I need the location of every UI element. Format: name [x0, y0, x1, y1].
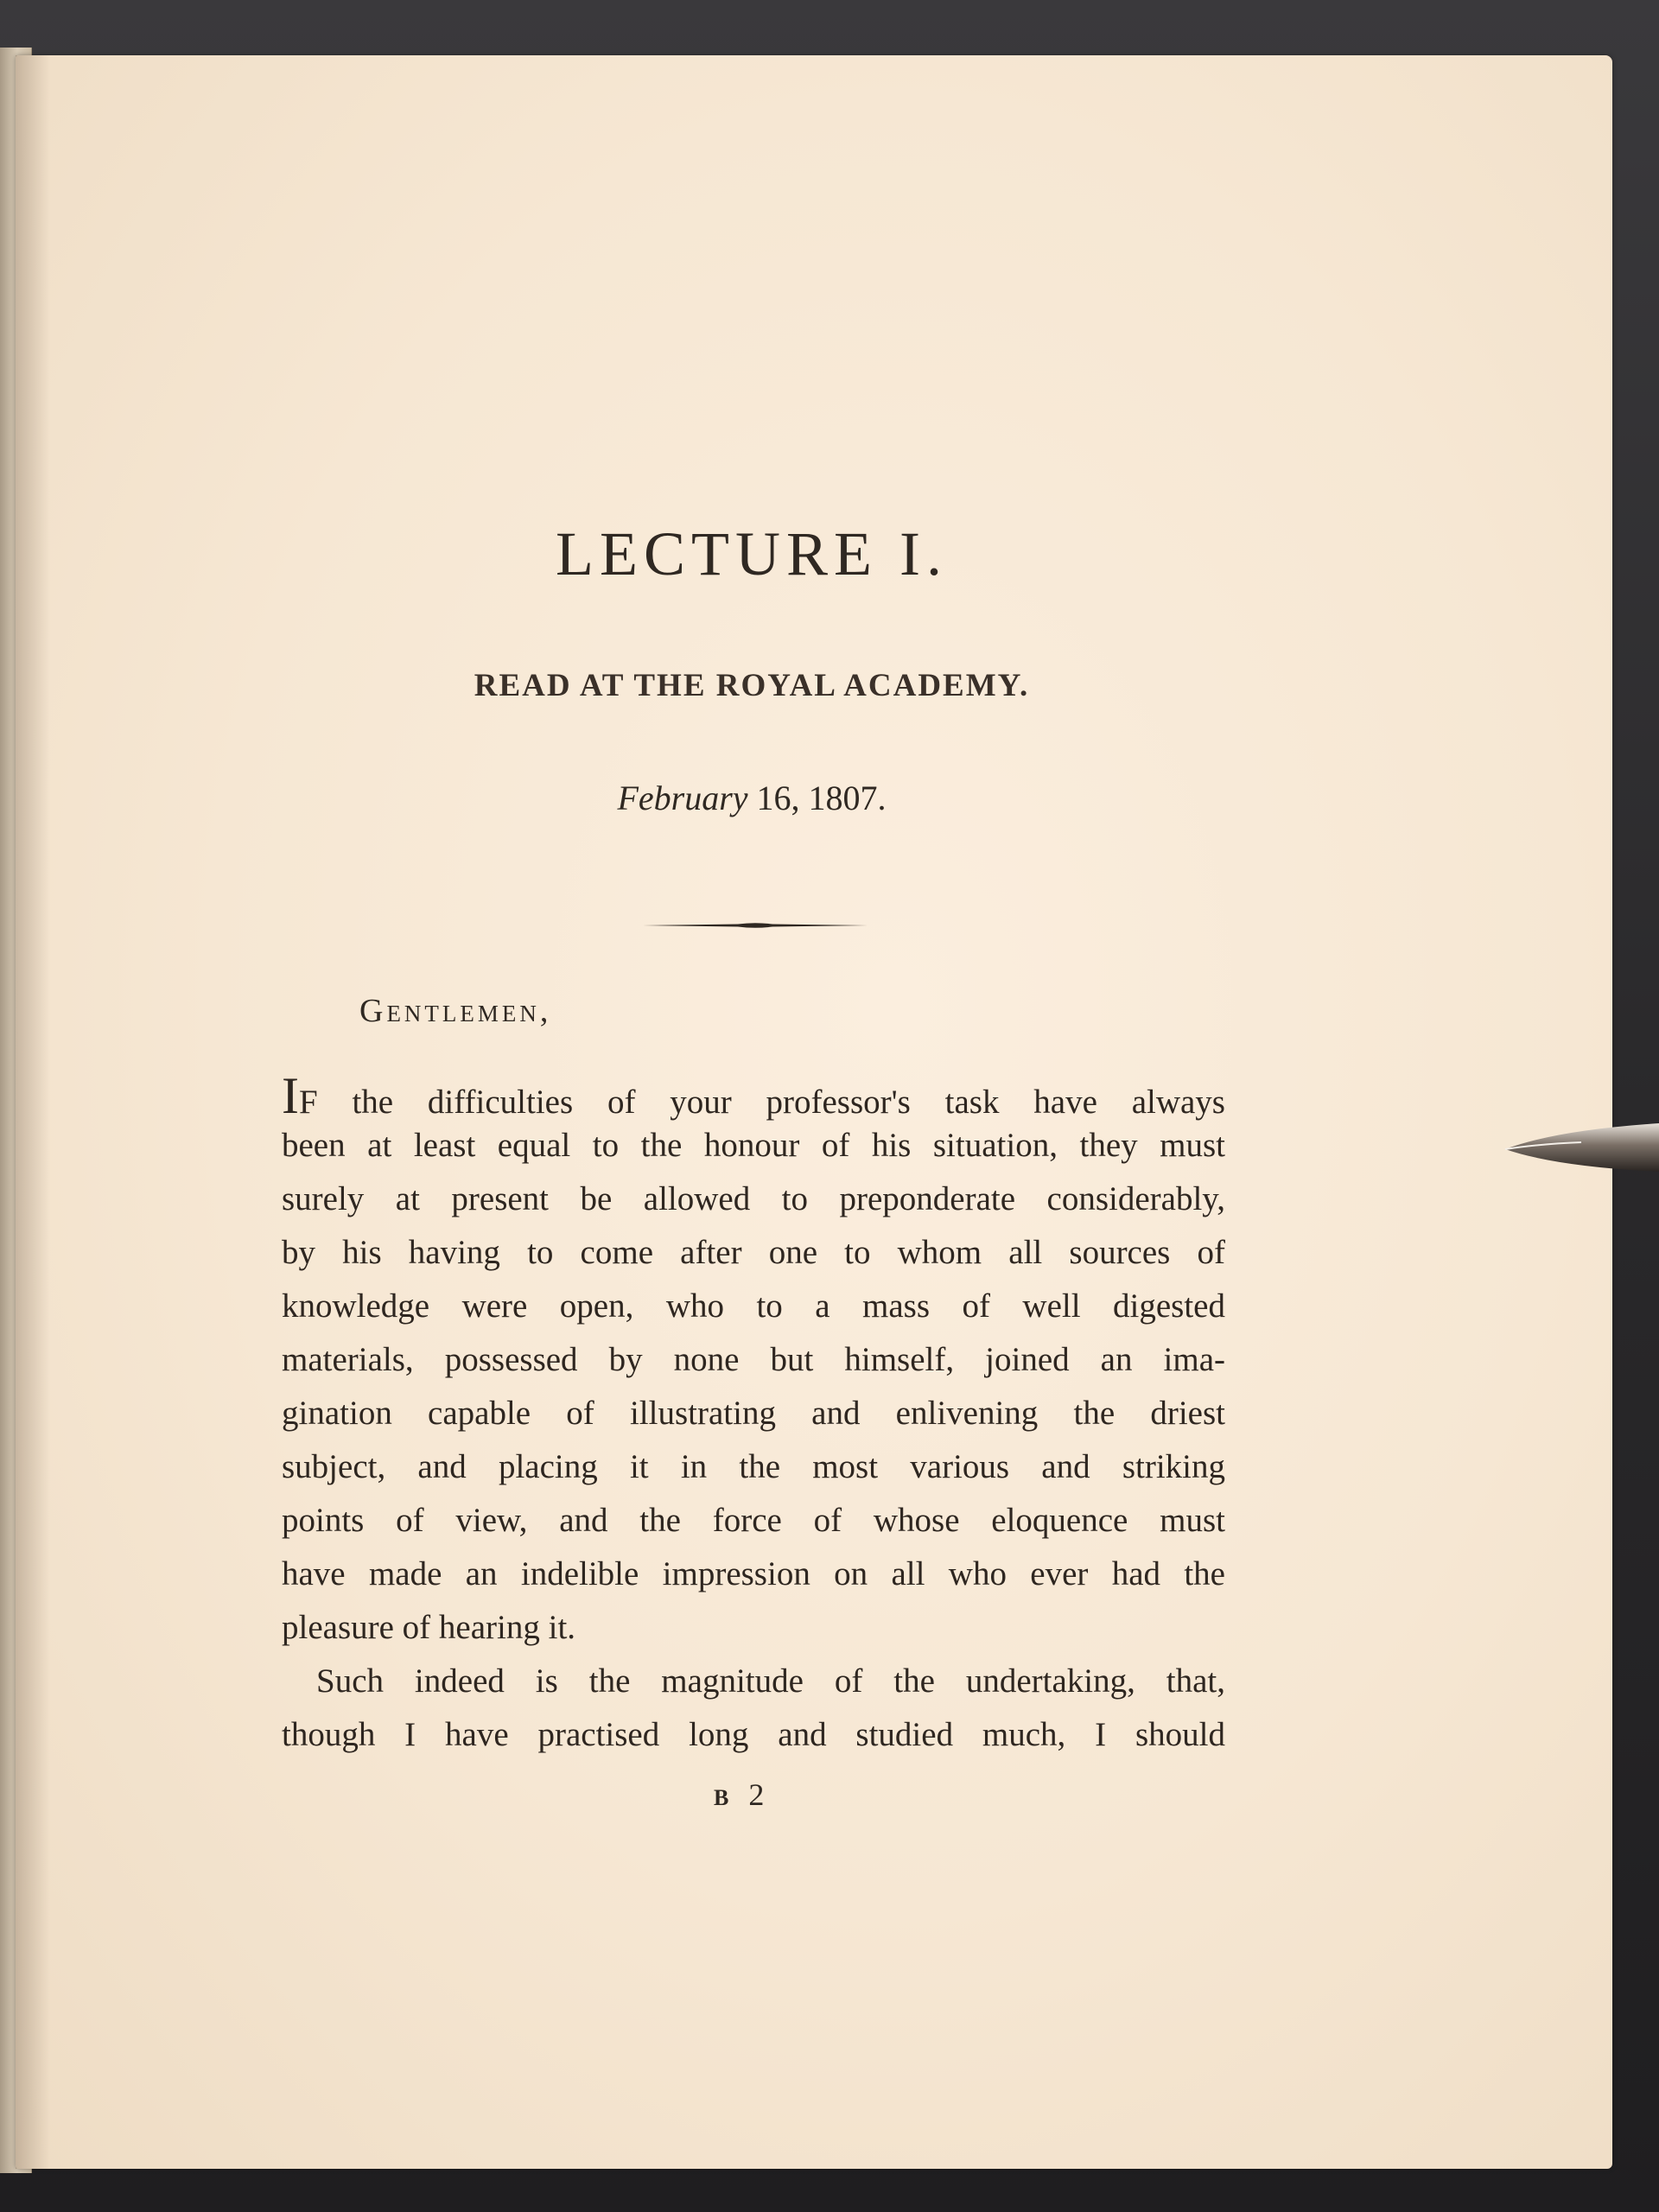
body-line-2: been at least equal to the honour of his situation, they must	[282, 1127, 1225, 1164]
date-month: February	[617, 779, 748, 817]
signature-letter: B	[714, 1785, 736, 1810]
body-line-3: surely at present be allowed to preponderate considerably,	[282, 1180, 1225, 1217]
body-line-12: Such indeed is the magnitude of the undertaking, that,	[316, 1662, 1225, 1700]
body-line-13: though I have practised long and studied much, I should	[282, 1716, 1225, 1753]
body-line-10: have made an indelible impression on all who ever had the	[282, 1555, 1225, 1592]
lecture-title: LECTURE I.	[556, 519, 948, 588]
body-line-5: knowledge were open, who to a mass of well digested	[282, 1287, 1225, 1325]
salutation: Gentlemen,	[359, 993, 552, 1029]
page-signature	[714, 1777, 769, 1813]
drop-cap: I	[282, 1067, 299, 1124]
pen-tip-icon	[1503, 1118, 1659, 1175]
body-line-4: by his having to come after one to whom all sources of	[282, 1234, 1225, 1271]
date-day-year: 16, 1807.	[756, 779, 887, 817]
lecture-subtitle: READ AT THE ROYAL ACADEMY.	[474, 668, 1030, 703]
body-line-1-text: F the difficulties of your professor's task have always	[298, 1084, 1225, 1121]
body-line-9: points of view, and the force of whose eloquence must	[282, 1502, 1225, 1539]
body-line-6: materials, possessed by none but himself, joined an ima-	[282, 1341, 1225, 1378]
lecture-date	[259, 778, 1244, 818]
body-line-1	[282, 1067, 1225, 1124]
body-line-7: gination capable of illustrating and enlivening the driest	[282, 1395, 1225, 1432]
signature-number: 2	[748, 1777, 770, 1812]
ornamental-rule	[643, 921, 868, 930]
body-line-11: pleasure of hearing it.	[282, 1609, 576, 1646]
body-line-8: subject, and placing it in the most various and striking	[282, 1448, 1225, 1485]
